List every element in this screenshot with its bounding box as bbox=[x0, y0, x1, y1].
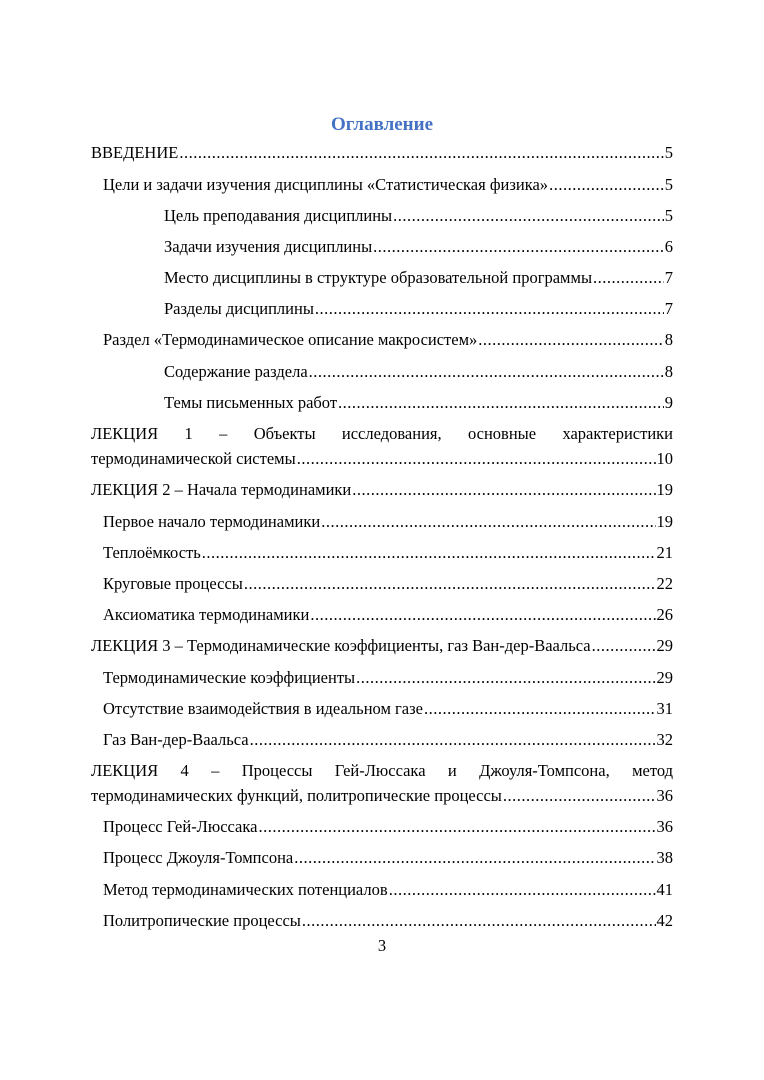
toc-entry[interactable] bbox=[103, 848, 673, 868]
dot-leader bbox=[244, 574, 656, 594]
toc-entry-title: Процесс Гей-Люссака bbox=[103, 817, 258, 836]
toc-entry-title: Термодинамические коэффициенты bbox=[103, 668, 356, 687]
toc-entry-page: 22 bbox=[656, 574, 673, 593]
toc-entry-title: Разделы дисциплины bbox=[164, 299, 314, 318]
toc-entry-page: 5 bbox=[664, 206, 673, 225]
toc-entry-title-line1: ЛЕКЦИЯ 4 – Процессы Гей-Люссака и Джоуля-Томпсона, метод bbox=[91, 761, 673, 780]
toc-entry-page: 10 bbox=[656, 449, 673, 468]
dot-leader bbox=[592, 636, 656, 656]
toc-entry-page: 38 bbox=[656, 848, 673, 867]
toc-entry[interactable] bbox=[103, 668, 673, 688]
toc-entry-title: ВВЕДЕНИЕ bbox=[91, 143, 179, 162]
toc-entry-page: 8 bbox=[664, 330, 673, 349]
toc-entry-title: Цели и задачи изучения дисциплины «Статистическая физика» bbox=[103, 175, 549, 194]
toc-entry-page: 9 bbox=[664, 393, 673, 412]
toc-title: Оглавление bbox=[330, 114, 434, 135]
toc-entry-title-line1: ЛЕКЦИЯ 1 – Объекты исследования, основные характеристики bbox=[91, 424, 673, 443]
toc-entry-page: 6 bbox=[664, 237, 673, 256]
toc-entry-page: 36 bbox=[656, 817, 673, 836]
toc-entry-title: Теплоёмкость bbox=[103, 543, 201, 562]
toc-entry-page: 19 bbox=[656, 512, 673, 531]
dot-leader bbox=[393, 206, 664, 226]
toc-entry-title: Политропические процессы bbox=[103, 911, 301, 930]
page-number: 3 bbox=[377, 936, 387, 955]
toc-entry-page: 19 bbox=[656, 480, 673, 499]
toc-entry-page: 7 bbox=[664, 268, 673, 287]
toc-entry-page: 5 bbox=[664, 143, 673, 162]
toc-entry[interactable] bbox=[103, 730, 673, 750]
toc-entry[interactable] bbox=[164, 393, 673, 413]
toc-entry-title: ЛЕКЦИЯ 3 – Термодинамические коэффициенты, газ Ван-дер-Ваальса bbox=[91, 636, 591, 655]
toc-entry[interactable] bbox=[103, 911, 673, 931]
toc-entry-title: Метод термодинамических потенциалов bbox=[103, 880, 388, 899]
dot-leader bbox=[315, 299, 664, 319]
toc-entry[interactable] bbox=[91, 424, 673, 469]
toc-entry-page: 5 bbox=[664, 175, 673, 194]
dot-leader bbox=[302, 911, 656, 931]
toc-entry[interactable] bbox=[103, 880, 673, 900]
dot-leader bbox=[356, 668, 655, 688]
toc-entry-title: Раздел «Термодинамическое описание макросистем» bbox=[103, 330, 478, 349]
toc-entry[interactable] bbox=[103, 574, 673, 594]
toc-entry-page: 31 bbox=[656, 699, 673, 718]
toc-entry[interactable] bbox=[103, 817, 673, 837]
dot-leader bbox=[321, 512, 655, 532]
dot-leader bbox=[503, 786, 656, 806]
toc-entry-title: Отсутствие взаимодействия в идеальном газе bbox=[103, 699, 423, 718]
toc-entry-title: Задачи изучения дисциплины bbox=[164, 237, 373, 256]
toc-entry-title: Аксиоматика термодинамики bbox=[103, 605, 310, 624]
toc-entry[interactable] bbox=[91, 761, 673, 806]
toc-entry-title: Место дисциплины в структуре образовательной программы bbox=[164, 268, 593, 287]
toc-entry-title: Круговые процессы bbox=[103, 574, 243, 593]
toc-entry-page: 42 bbox=[656, 911, 673, 930]
toc-entry-title: Первое начало термодинамики bbox=[103, 512, 321, 531]
dot-leader bbox=[258, 817, 655, 837]
toc-entry[interactable] bbox=[164, 237, 673, 257]
dot-leader bbox=[309, 362, 664, 382]
dot-leader bbox=[478, 330, 663, 350]
toc-entry-page: 7 bbox=[664, 299, 673, 318]
toc-entry[interactable] bbox=[91, 480, 673, 500]
toc-entry[interactable] bbox=[164, 268, 673, 288]
toc-entry-title: Цель преподавания дисциплины bbox=[164, 206, 393, 225]
toc-entry-page: 21 bbox=[656, 543, 673, 562]
toc-entry-page: 29 bbox=[656, 668, 673, 687]
dot-leader bbox=[549, 175, 664, 195]
toc-entry[interactable] bbox=[103, 330, 673, 350]
dot-leader bbox=[424, 699, 656, 719]
toc-entry[interactable] bbox=[91, 143, 673, 163]
toc-entry-title: Темы письменных работ bbox=[164, 393, 338, 412]
dot-leader bbox=[297, 449, 656, 469]
toc-entry-title: термодинамических функций, политропические процессы bbox=[91, 786, 502, 805]
toc-entry[interactable] bbox=[103, 175, 673, 195]
toc-entry-title: Процесс Джоуля-Томпсона bbox=[103, 848, 294, 867]
toc-entry[interactable] bbox=[91, 636, 673, 656]
toc-entry-page: 32 bbox=[656, 730, 673, 749]
dot-leader bbox=[294, 848, 655, 868]
toc-entry-page: 36 bbox=[656, 786, 673, 805]
dot-leader bbox=[352, 480, 655, 500]
toc-entry[interactable] bbox=[164, 299, 673, 319]
toc-entry-page: 41 bbox=[656, 880, 673, 899]
dot-leader bbox=[179, 143, 663, 163]
dot-leader bbox=[389, 880, 656, 900]
dot-leader bbox=[202, 543, 656, 563]
dot-leader bbox=[593, 268, 664, 288]
toc-entry-title: Содержание раздела bbox=[164, 362, 308, 381]
toc-entry[interactable] bbox=[164, 362, 673, 382]
toc-entry-page: 8 bbox=[664, 362, 673, 381]
toc-entry[interactable] bbox=[103, 605, 673, 625]
toc-entry[interactable] bbox=[103, 699, 673, 719]
dot-leader bbox=[373, 237, 664, 257]
toc-entry-title: ЛЕКЦИЯ 2 – Начала термодинамики bbox=[91, 480, 352, 499]
dot-leader bbox=[338, 393, 664, 413]
toc-entry-page: 26 bbox=[656, 605, 673, 624]
toc-entry[interactable] bbox=[164, 206, 673, 226]
dot-leader bbox=[310, 605, 655, 625]
toc-entry-title: термодинамической системы bbox=[91, 449, 296, 468]
toc-entry-page: 29 bbox=[656, 636, 673, 655]
dot-leader bbox=[250, 730, 656, 750]
toc-entry[interactable] bbox=[103, 543, 673, 563]
toc-entry[interactable] bbox=[103, 512, 673, 532]
toc-entry-title: Газ Ван-дер-Ваальса bbox=[103, 730, 249, 749]
